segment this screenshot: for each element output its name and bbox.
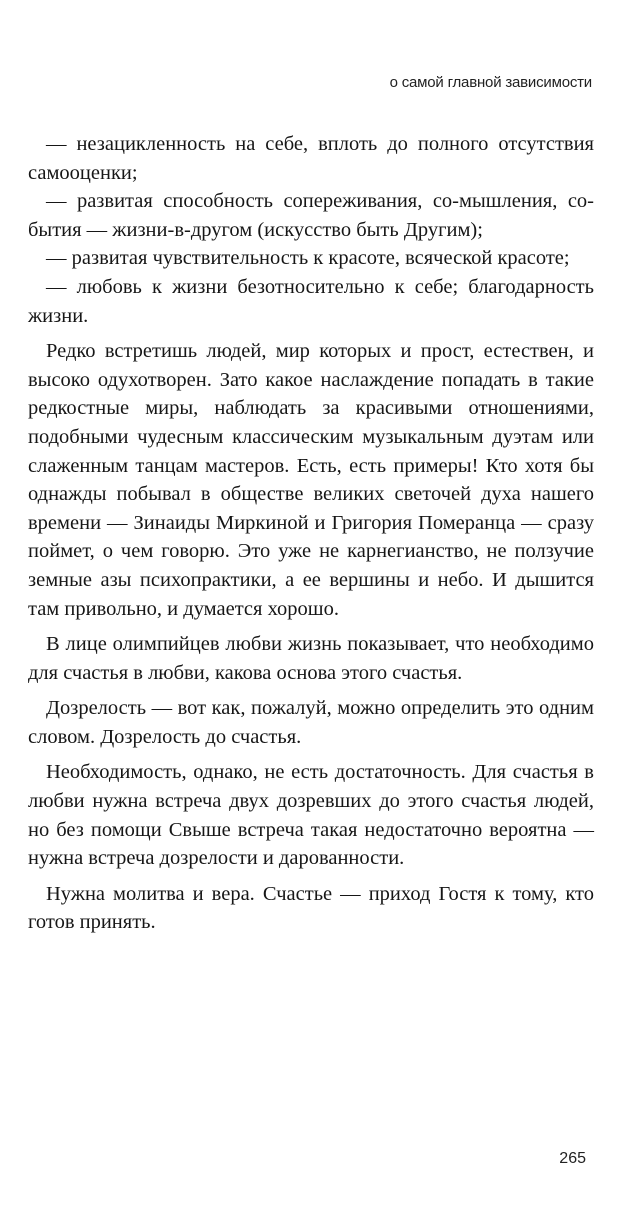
running-head: о самой главной зависимости xyxy=(389,74,592,91)
paragraph-3: — развитая чувствительность к красоте, всяческой красоте; xyxy=(46,247,570,270)
paragraph-2: — развитая способность сопереживания, со-мышления, со-бытия — жизни-в-другом (искусство быть Другим); xyxy=(28,190,594,241)
paragraph-5: Редко встретишь людей, мир которых и прост, естествен, и высоко одухотворен. Зато какое наслаждение попадать в такие редкостные миры, наблюдать за красивыми отношениями, подобными чудесным классическим музыкальным дуэтам или слаженным танцам мастеров. Есть, есть примеры! Кто хотя бы однажды побывал в обществе великих светочей духа нашего времени — Зинаиды Миркиной и Григория Померанца — сразу поймет, о чем говорю. Это уже не карнегианство, не ползучие земные азы психопрактики, а ее вершины и небо. И дышится там привольно, и думается хорошо. xyxy=(28,340,594,620)
paragraph-1: — незацикленность на себе, вплоть до полного отсутствия самооценки; xyxy=(28,133,594,184)
paragraph-8: Необходимость, однако, не есть достаточность. Для счастья в любви нужна встреча двух дозревших до этого счастья людей, но без помощи Свыше встреча такая недостаточно вероятна — нужна встреча дозрелости и дарованности. xyxy=(28,761,594,870)
page-number: 265 xyxy=(559,1150,586,1167)
paragraph-4: — любовь к жизни безотносительно к себе; благодарность жизни. xyxy=(28,275,594,327)
paragraph-9: Нужна молитва и вера. Счастье — приход Гостя к тому, кто готов принять. xyxy=(28,882,594,934)
paragraph-7: Дозрелость — вот как, пожалуй, можно определить это одним словом. Дозрелость до счастья. xyxy=(28,697,594,748)
body-text xyxy=(28,130,594,937)
paragraph-6: В лице олимпийцев любви жизнь показывает, что необходимо для счастья в любви, какова основа этого счастья. xyxy=(28,633,594,684)
